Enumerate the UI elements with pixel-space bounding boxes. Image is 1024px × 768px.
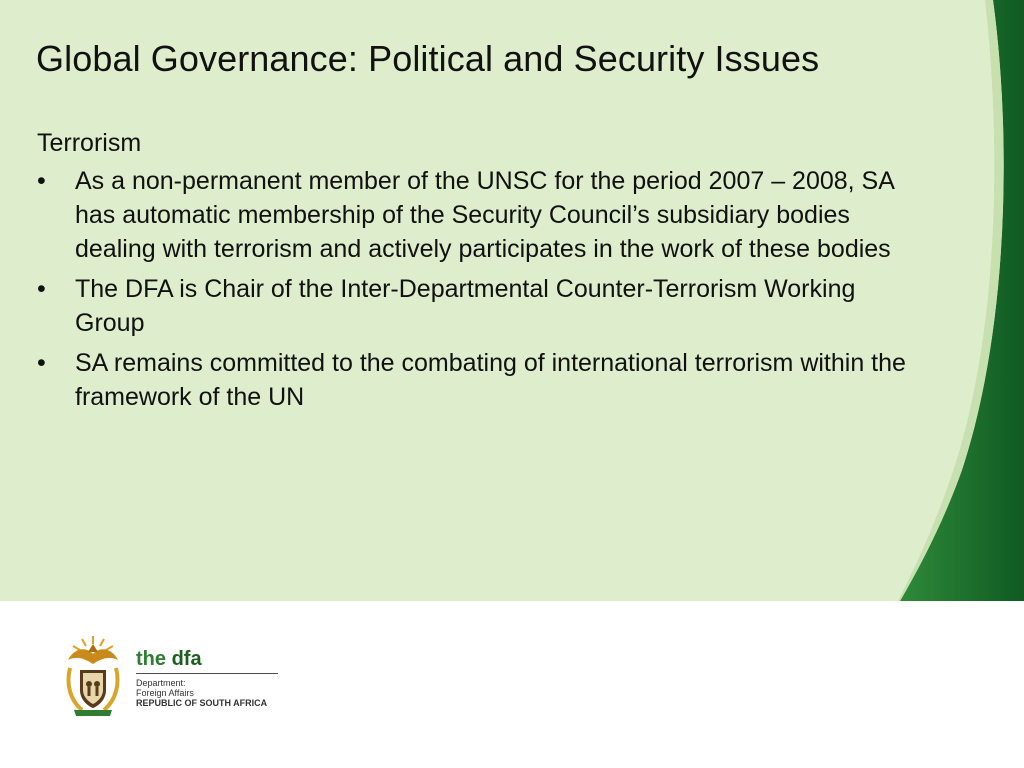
coat-of-arms-icon [60,634,126,718]
slide-content [37,126,917,420]
bullet-text: The DFA is Chair of the Inter-Departmental Counter-Terrorism Working Group [75,275,856,337]
brand-dfa: dfa [171,648,202,670]
brand-the: the [136,648,172,670]
country-name: REPUBLIC OF SOUTH AFRICA [136,698,268,708]
bullet-icon: • [37,349,46,377]
bullet-icon: • [37,275,46,303]
bullet-text: SA remains committed to the combating of international terrorism within the framework of the UN [75,349,906,411]
bullet-item [37,164,917,266]
section-heading: Terrorism [37,129,142,157]
slide-title: Global Governance: Political and Security Issues [36,38,820,79]
bullet-icon: • [37,167,46,195]
department-line1: Department: [136,678,186,688]
bullet-list [37,164,917,414]
bullet-text: As a non-permanent member of the UNSC for the period 2007 – 2008, SA has automatic membership of the Security Council’s subsidiary bodies dealing with terrorism and actively participates in the work of these bodies [75,167,894,263]
dfa-brand [136,648,290,708]
brand-divider [136,673,278,674]
bullet-item [37,272,917,340]
dfa-logo [60,634,290,718]
department-line2: Foreign Affairs [136,688,194,698]
bullet-item [37,346,917,414]
brand-wordmark [136,648,290,670]
